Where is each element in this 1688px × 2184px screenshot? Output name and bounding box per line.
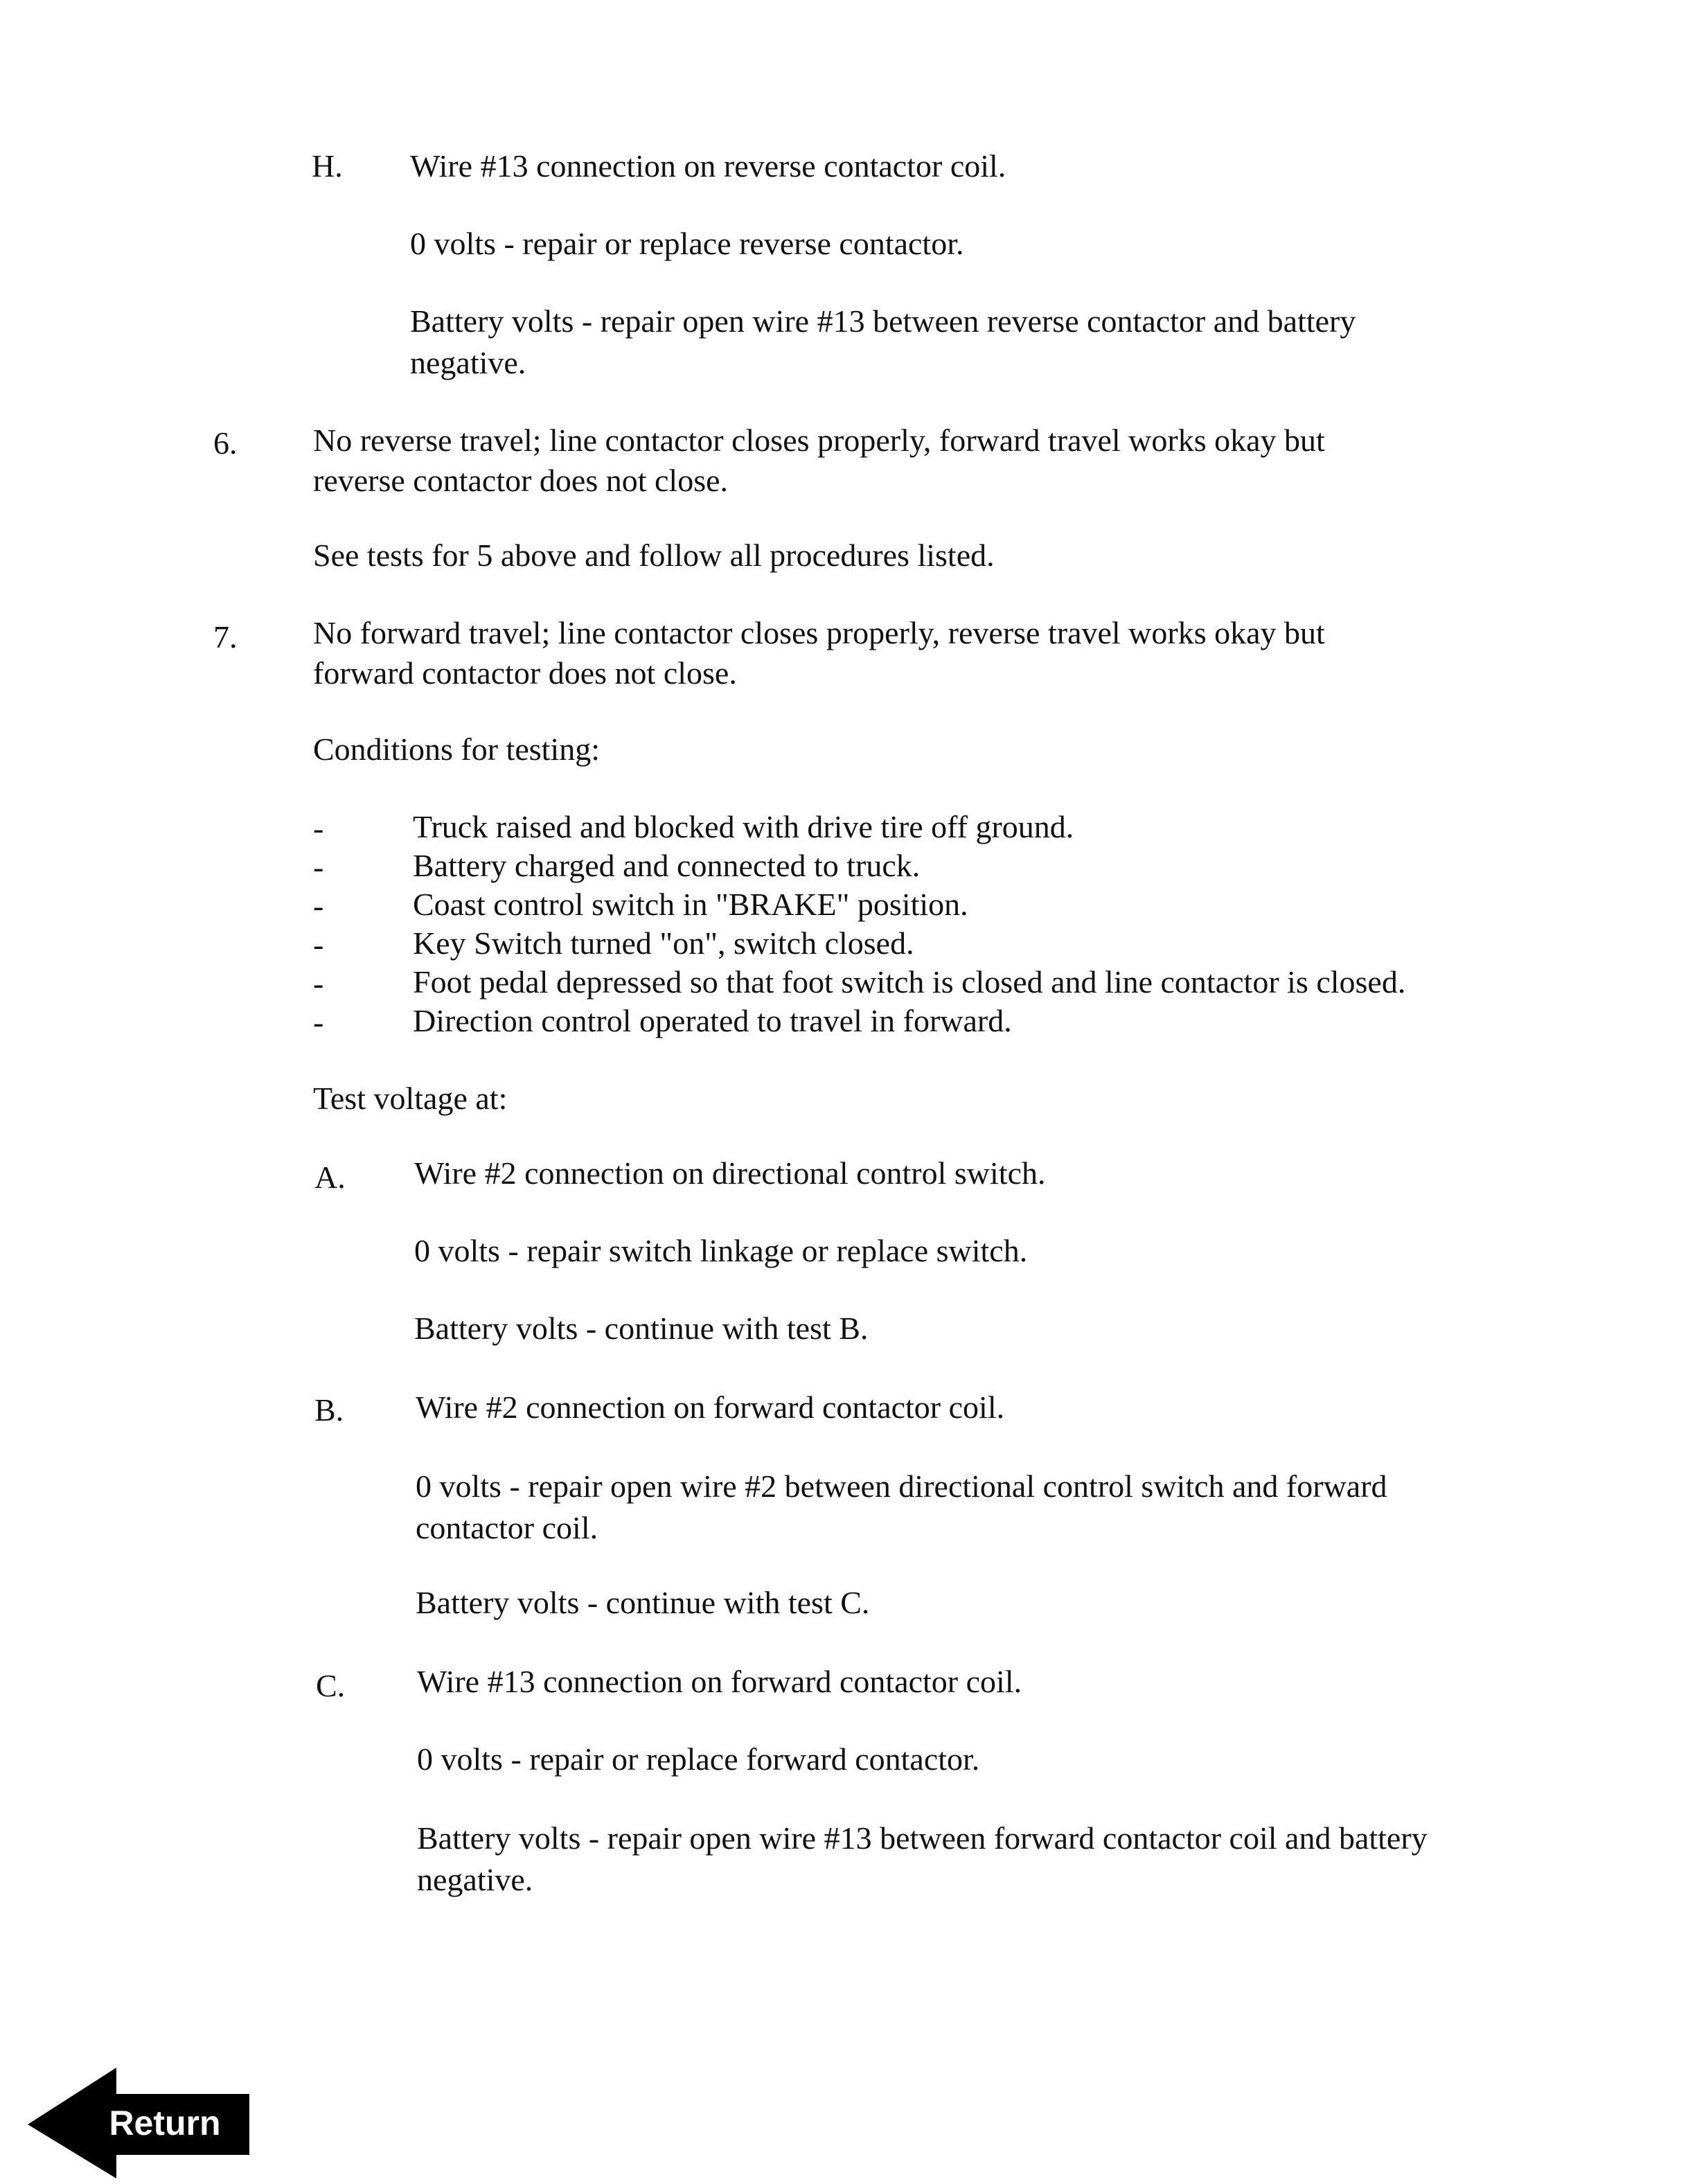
- list-bullet: -: [313, 810, 324, 846]
- condition-item: Coast control switch in "BRAKE" position.: [413, 887, 968, 922]
- item-6-line2: reverse contactor does not close.: [313, 463, 729, 498]
- condition-item: Truck raised and blocked with drive tire off ground.: [413, 809, 1074, 844]
- item-6-note: See tests for 5 above and follow all procedures listed.: [313, 538, 995, 573]
- list-bullet: -: [313, 966, 324, 1001]
- test-voltage-heading: Test voltage at:: [313, 1081, 508, 1116]
- item-6-number: 6.: [213, 425, 238, 461]
- test-b-zero-volts-line1: 0 volts - repair open wire #2 between directional control switch and forward: [416, 1468, 1387, 1504]
- section-h-battery-volts-line2: negative.: [410, 345, 526, 380]
- section-h-zero-volts: 0 volts - repair or replace reverse contactor.: [410, 226, 964, 261]
- item-7-number: 7.: [213, 619, 238, 655]
- condition-item: Key Switch turned "on", switch closed.: [413, 925, 914, 961]
- test-c-zero-volts: 0 volts - repair or replace forward contactor.: [417, 1741, 980, 1777]
- test-c-label: C.: [316, 1668, 346, 1703]
- test-b-zero-volts-line2: contactor coil.: [416, 1510, 598, 1545]
- return-button[interactable]: [28, 2068, 249, 2178]
- item-6-line1: No reverse travel; line contactor closes properly, forward travel works okay but: [313, 423, 1325, 458]
- test-c-heading: Wire #13 connection on forward contactor coil.: [417, 1664, 1022, 1699]
- list-bullet: -: [313, 927, 324, 962]
- list-bullet: -: [313, 849, 324, 885]
- condition-item: Direction control operated to travel in forward.: [413, 1003, 1012, 1038]
- test-a-zero-volts: 0 volts - repair switch linkage or replace switch.: [414, 1233, 1028, 1268]
- conditions-heading: Conditions for testing:: [313, 731, 600, 767]
- section-h-label: H.: [312, 148, 343, 184]
- return-label: Return: [109, 2104, 221, 2142]
- test-a-label: A.: [314, 1160, 346, 1195]
- condition-item: Foot pedal depressed so that foot switch is closed and line contactor is closed.: [413, 964, 1406, 1000]
- list-bullet: -: [313, 888, 324, 923]
- test-b-heading: Wire #2 connection on forward contactor coil.: [416, 1390, 1005, 1425]
- list-bullet: -: [313, 1004, 324, 1040]
- test-a-heading: Wire #2 connection on directional control switch.: [414, 1155, 1046, 1191]
- item-7-line1: No forward travel; line contactor closes properly, reverse travel works okay but: [313, 615, 1325, 650]
- item-7-line2: forward contactor does not close.: [313, 655, 737, 691]
- test-c-battery-volts-line2: negative.: [417, 1862, 533, 1897]
- test-b-label: B.: [314, 1392, 344, 1428]
- section-h-battery-volts-line1: Battery volts - repair open wire #13 between reverse contactor and battery: [410, 303, 1356, 339]
- test-b-battery-volts: Battery volts - continue with test C.: [416, 1585, 870, 1620]
- section-h-heading: Wire #13 connection on reverse contactor coil.: [410, 148, 1006, 184]
- condition-item: Battery charged and connected to truck.: [413, 848, 921, 883]
- test-c-battery-volts-line1: Battery volts - repair open wire #13 between forward contactor coil and battery: [417, 1820, 1428, 1856]
- test-a-battery-volts: Battery volts - continue with test B.: [414, 1311, 869, 1346]
